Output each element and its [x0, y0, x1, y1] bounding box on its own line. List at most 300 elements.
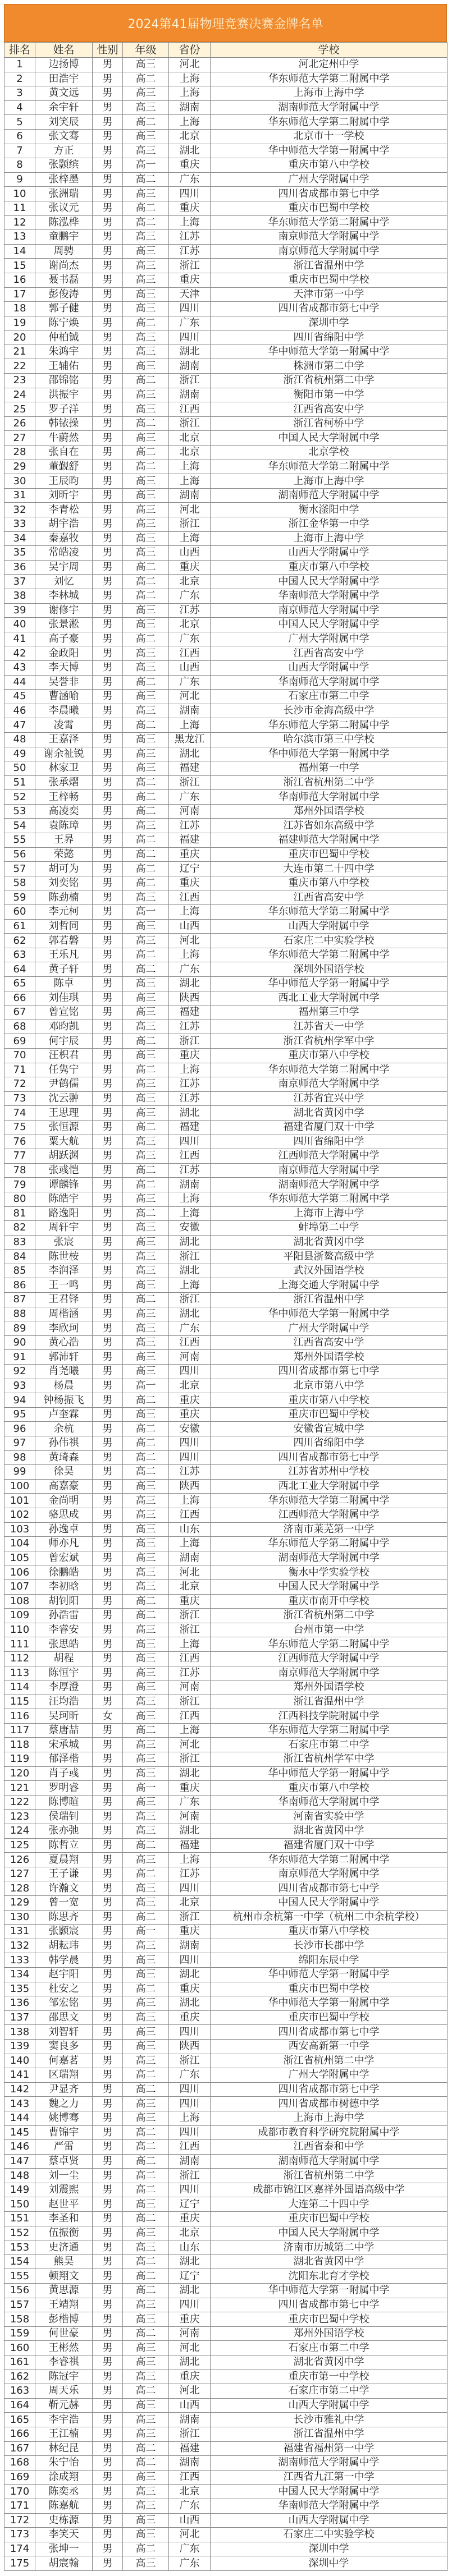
gender-cell: 男 [93, 1508, 123, 1522]
grade-cell: 高二 [123, 1163, 169, 1178]
name-cell: 高子豪 [35, 632, 93, 646]
school-cell: 成都市锦江区嘉祥外国语高级中学 [211, 2183, 448, 2197]
gender-cell: 男 [93, 2212, 123, 2226]
name-cell: 陈冠宇 [35, 2370, 93, 2384]
table-row [4, 1953, 448, 1968]
table-row [4, 2470, 448, 2485]
gender-cell: 男 [93, 1436, 123, 1451]
school-cell: 郑州外国语学校 [211, 1350, 448, 1365]
grade-cell: 高三 [123, 302, 169, 316]
gender-cell: 男 [93, 1982, 123, 1996]
rank-cell: 111 [4, 1637, 35, 1652]
grade-cell: 高三 [123, 86, 169, 101]
grade-cell: 高二 [123, 1910, 169, 1925]
table-row [4, 1091, 448, 1106]
school-cell: 四川省成都市第七中学 [211, 2082, 448, 2097]
province-cell: 湖南 [169, 2456, 211, 2471]
gender-cell: 男 [93, 1522, 123, 1537]
school-cell: 蚌埠第二中学 [211, 1221, 448, 1236]
table-row [4, 1206, 448, 1221]
table-row [4, 1695, 448, 1709]
table-row [4, 1925, 448, 1939]
gender-cell: 男 [93, 1853, 123, 1867]
province-cell: 北京 [169, 446, 211, 460]
table-row [4, 1752, 448, 1767]
table-row [4, 273, 448, 287]
province-cell: 北京 [169, 431, 211, 446]
rank-cell: 18 [4, 302, 35, 316]
province-cell: 北京 [169, 1896, 211, 1911]
province-cell: 黑龙江 [169, 732, 211, 747]
rank-cell: 132 [4, 1939, 35, 1953]
table-row [4, 1422, 448, 1436]
table-row [4, 2456, 448, 2471]
gender-cell: 男 [93, 1393, 123, 1408]
school-cell: 上海交通大学附属中学 [211, 1278, 448, 1293]
rank-cell: 76 [4, 1135, 35, 1149]
school-cell: 重庆市巴蜀中学校 [211, 2212, 448, 2226]
table-row [4, 704, 448, 718]
table-row [4, 589, 448, 603]
grade-cell: 高三 [123, 977, 169, 991]
grade-cell: 高三 [123, 819, 169, 833]
name-cell: 顿翔文 [35, 2269, 93, 2284]
rank-cell: 147 [4, 2154, 35, 2169]
gender-cell: 男 [93, 2169, 123, 2183]
gender-cell: 男 [93, 2068, 123, 2083]
table-row [4, 115, 448, 130]
school-cell: 华中师范大学第一附属中学 [211, 1996, 448, 2011]
name-cell: 谭麟锋 [35, 1178, 93, 1192]
table-row [4, 1264, 448, 1278]
school-cell: 华南师范大学附属中学 [211, 589, 448, 603]
table-row [4, 1609, 448, 1623]
school-cell: 深圳中学 [211, 2556, 448, 2571]
school-cell: 重庆市第八中学校 [211, 158, 448, 173]
grade-cell: 高二 [123, 632, 169, 646]
gender-cell: 男 [93, 2183, 123, 2197]
school-cell: 华东师范大学第二附属中学 [211, 905, 448, 920]
table-row [4, 1149, 448, 1164]
grade-cell: 高三 [123, 1479, 169, 1494]
gender-cell: 男 [93, 1752, 123, 1767]
gender-cell: 男 [93, 1824, 123, 1839]
grade-cell: 高三 [123, 2413, 169, 2427]
gender-cell: 男 [93, 1781, 123, 1796]
gender-cell: 男 [93, 2125, 123, 2140]
table-row [4, 1163, 448, 1178]
province-cell: 河北 [169, 934, 211, 948]
header-name: 姓名 [35, 43, 93, 58]
province-cell: 重庆 [169, 2312, 211, 2327]
gender-cell: 男 [93, 1838, 123, 1853]
province-cell: 江苏 [169, 1020, 211, 1034]
gender-cell: 男 [93, 2456, 123, 2471]
school-cell: 浙江省杭州第二中学 [211, 2054, 448, 2068]
name-cell: 余宇轩 [35, 100, 93, 115]
table-row [4, 1680, 448, 1695]
name-cell: 曾一宽 [35, 1896, 93, 1911]
rank-cell: 61 [4, 919, 35, 934]
province-cell: 上海 [169, 460, 211, 474]
school-cell: 湖南师范大学附属中学 [211, 488, 448, 503]
rank-cell: 35 [4, 546, 35, 561]
name-cell: 王辰昀 [35, 474, 93, 489]
gender-cell: 男 [93, 546, 123, 561]
school-cell: 重庆市巴蜀中学校 [211, 847, 448, 862]
school-cell: 中国人民大学附属中学 [211, 431, 448, 446]
gender-cell: 男 [93, 2054, 123, 2068]
name-cell: 周轩宇 [35, 1221, 93, 1236]
province-cell: 上海 [169, 1494, 211, 1508]
province-cell: 福建 [169, 1005, 211, 1020]
grade-cell: 高二 [123, 72, 169, 86]
gender-cell: 男 [93, 72, 123, 86]
gender-cell: 男 [93, 144, 123, 158]
province-cell: 广东 [169, 2499, 211, 2513]
table-row [4, 1537, 448, 1551]
gender-cell: 男 [93, 690, 123, 704]
province-cell: 江苏 [169, 603, 211, 618]
table-row [4, 1178, 448, 1192]
province-cell: 重庆 [169, 2010, 211, 2025]
school-cell: 四川省绵阳中学 [211, 1135, 448, 1149]
rank-cell: 25 [4, 402, 35, 417]
gender-cell: 男 [93, 1206, 123, 1221]
province-cell: 四川 [169, 1135, 211, 1149]
grade-cell: 高三 [123, 273, 169, 287]
rank-cell: 153 [4, 2240, 35, 2255]
gender-cell: 男 [93, 359, 123, 374]
province-cell: 浙江 [169, 416, 211, 431]
province-cell: 江西 [169, 2470, 211, 2485]
province-cell: 湖北 [169, 977, 211, 991]
grade-cell: 高三 [123, 2054, 169, 2068]
rank-cell: 127 [4, 1867, 35, 1881]
name-cell: 窦良多 [35, 2039, 93, 2054]
grade-cell: 高三 [123, 934, 169, 948]
grade-cell: 高二 [123, 2441, 169, 2456]
table-row [4, 1838, 448, 1853]
rank-cell: 72 [4, 1077, 35, 1092]
table-row [4, 2140, 448, 2155]
rank-cell: 13 [4, 230, 35, 245]
province-cell: 湖南 [169, 1551, 211, 1565]
name-cell: 李青松 [35, 503, 93, 517]
province-cell: 福建 [169, 833, 211, 848]
rank-cell: 164 [4, 2398, 35, 2413]
grade-cell: 高二 [123, 2154, 169, 2169]
gender-cell: 男 [93, 1365, 123, 1379]
table-row [4, 1594, 448, 1609]
gender-cell: 男 [93, 1048, 123, 1063]
grade-cell: 高三 [123, 1235, 169, 1250]
name-cell: 牛蔚然 [35, 431, 93, 446]
school-cell: 湖北省黄冈中学 [211, 1235, 448, 1250]
table-row [4, 1810, 448, 1824]
grade-cell: 高三 [123, 991, 169, 1005]
grade-cell: 高三 [123, 1407, 169, 1422]
province-cell: 河南 [169, 1810, 211, 1824]
gender-cell: 男 [93, 2499, 123, 2513]
name-cell: 刘忆 [35, 575, 93, 589]
school-cell: 衡水中学实验学校 [211, 1565, 448, 1580]
rank-cell: 62 [4, 934, 35, 948]
province-cell: 广东 [169, 962, 211, 977]
school-cell: 上海市上海中学 [211, 531, 448, 546]
rank-cell: 8 [4, 158, 35, 173]
rank-cell: 149 [4, 2183, 35, 2197]
rank-cell: 117 [4, 1723, 35, 1738]
gender-cell: 男 [93, 948, 123, 962]
name-cell: 侯瑞钊 [35, 1810, 93, 1824]
gender-cell: 男 [93, 1077, 123, 1092]
grade-cell: 高三 [123, 1709, 169, 1724]
grade-cell: 高二 [123, 316, 169, 330]
school-cell: 华中师范大学第一附属中学 [211, 977, 448, 991]
gender-cell: 男 [93, 1422, 123, 1436]
rank-cell: 150 [4, 2197, 35, 2212]
name-cell: 刘笑辰 [35, 115, 93, 130]
rank-cell: 141 [4, 2068, 35, 2083]
name-cell: 金尚明 [35, 1494, 93, 1508]
province-cell: 四川 [169, 2125, 211, 2140]
grade-cell: 高三 [123, 402, 169, 417]
province-cell: 辽宁 [169, 862, 211, 876]
rank-cell: 45 [4, 690, 35, 704]
name-cell: 韩学晨 [35, 1953, 93, 1968]
name-cell: 王君铎 [35, 1293, 93, 1307]
gender-cell: 男 [93, 962, 123, 977]
rank-cell: 77 [4, 1149, 35, 1164]
table-row [4, 2226, 448, 2240]
rank-cell: 163 [4, 2384, 35, 2399]
gender-cell: 男 [93, 2097, 123, 2111]
name-cell: 荣懿 [35, 847, 93, 862]
name-cell: 邓昀凯 [35, 1020, 93, 1034]
grade-cell: 高三 [123, 488, 169, 503]
name-cell: 田浩宇 [35, 72, 93, 86]
school-cell: 四川省绵阳中学 [211, 330, 448, 345]
name-cell: 陈恒宇 [35, 1666, 93, 1680]
school-cell: 南京师范大学附属中学 [211, 230, 448, 245]
school-cell: 广州大学附属中学 [211, 1321, 448, 1336]
province-cell: 重庆 [169, 158, 211, 173]
grade-cell: 高二 [123, 790, 169, 805]
province-cell: 四川 [169, 302, 211, 316]
grade-cell: 高三 [123, 2039, 169, 2054]
grade-cell: 高三 [123, 890, 169, 905]
grade-cell: 高二 [123, 1465, 169, 1480]
table-row [4, 2025, 448, 2040]
table-row [4, 1307, 448, 1321]
table-row [4, 2197, 448, 2212]
gender-cell: 男 [93, 847, 123, 862]
province-cell: 安徽 [169, 1422, 211, 1436]
province-cell: 浙江 [169, 1910, 211, 1925]
name-cell: 童鹏宇 [35, 230, 93, 245]
name-cell: 李晨曦 [35, 704, 93, 718]
grade-cell: 高三 [123, 1824, 169, 1839]
province-cell: 四川 [169, 1881, 211, 1896]
table-row [4, 1048, 448, 1063]
school-cell: 福建省福州第一中学 [211, 2441, 448, 2456]
table-row [4, 1666, 448, 1680]
grade-cell: 高二 [123, 847, 169, 862]
rank-cell: 152 [4, 2226, 35, 2240]
grade-cell: 高三 [123, 2111, 169, 2125]
grade-cell: 高三 [123, 431, 169, 446]
table-row [4, 2240, 448, 2255]
table-row [4, 230, 448, 245]
grade-cell: 高三 [123, 704, 169, 718]
school-cell: 江西科技学院附属中学 [211, 1709, 448, 1724]
school-cell: 江西省高安中学 [211, 402, 448, 417]
rank-cell: 126 [4, 1853, 35, 1867]
name-cell: 孙伟祺 [35, 1436, 93, 1451]
name-cell: 胡耘玮 [35, 1939, 93, 1953]
school-cell: 重庆市第八中学校 [211, 876, 448, 890]
school-cell: 广州大学附属中学 [211, 2068, 448, 2083]
grade-cell: 高三 [123, 2528, 169, 2542]
gender-cell: 男 [93, 1910, 123, 1925]
name-cell: 李笑天 [35, 2528, 93, 2542]
rank-cell: 104 [4, 1537, 35, 1551]
grade-cell: 高三 [123, 1020, 169, 1034]
name-cell: 秦嘉牧 [35, 531, 93, 546]
school-cell: 华东师范大学第二附属中学 [211, 115, 448, 130]
school-cell: 浙江省杭州第二中学 [211, 775, 448, 790]
grade-cell: 高三 [123, 359, 169, 374]
name-cell: 王嘉泽 [35, 732, 93, 747]
gender-cell: 男 [93, 1565, 123, 1580]
name-cell: 赵世平 [35, 2197, 93, 2212]
table-row [4, 1565, 448, 1580]
name-cell: 胡钊阳 [35, 1594, 93, 1609]
grade-cell: 高三 [123, 58, 169, 72]
province-cell: 湖北 [169, 747, 211, 761]
table-row [4, 172, 448, 187]
rank-cell: 172 [4, 2513, 35, 2528]
school-cell: 衡水滏阳中学 [211, 503, 448, 517]
rank-cell: 114 [4, 1680, 35, 1695]
province-cell: 北京 [169, 2226, 211, 2240]
province-cell: 江苏 [169, 1163, 211, 1178]
rank-cell: 78 [4, 1163, 35, 1178]
province-cell: 上海 [169, 1278, 211, 1293]
name-cell: 黄文远 [35, 86, 93, 101]
gender-cell: 男 [93, 2025, 123, 2040]
province-cell: 广东 [169, 2068, 211, 2083]
rank-cell: 3 [4, 86, 35, 101]
rank-cell: 2 [4, 72, 35, 86]
province-cell: 上海 [169, 1206, 211, 1221]
name-cell: 张彧恺 [35, 1163, 93, 1178]
grade-cell: 高三 [123, 1996, 169, 2011]
table-row [4, 72, 448, 86]
grade-cell: 高二 [123, 446, 169, 460]
grade-cell: 高三 [123, 732, 169, 747]
name-cell: 李宇浩 [35, 2413, 93, 2427]
school-cell: 江西省泰和中学 [211, 2140, 448, 2155]
province-cell: 江苏 [169, 1867, 211, 1881]
table-row [4, 2384, 448, 2399]
grade-cell: 高三 [123, 1810, 169, 1824]
rank-cell: 108 [4, 1594, 35, 1609]
table-row [4, 2111, 448, 2125]
name-cell: 胡宇浩 [35, 517, 93, 532]
school-cell: 上海市上海中学 [211, 1206, 448, 1221]
school-cell: 哈尔滨市第三中学校 [211, 732, 448, 747]
province-cell: 浙江 [169, 1623, 211, 1637]
province-cell: 上海 [169, 1853, 211, 1867]
grade-cell: 高三 [123, 1939, 169, 1953]
name-cell: 仲柏铖 [35, 330, 93, 345]
province-cell: 福建 [169, 2441, 211, 2456]
rank-cell: 82 [4, 1221, 35, 1236]
rank-cell: 143 [4, 2097, 35, 2111]
school-cell: 江西省九江第一中学 [211, 2470, 448, 2485]
name-cell: 王乐凡 [35, 948, 93, 962]
rank-cell: 24 [4, 388, 35, 402]
grade-cell: 高二 [123, 115, 169, 130]
gender-cell: 男 [93, 2226, 123, 2240]
rank-cell: 57 [4, 862, 35, 876]
gender-cell: 男 [93, 2370, 123, 2384]
province-cell: 河南 [169, 804, 211, 819]
rank-cell: 69 [4, 1034, 35, 1049]
rank-cell: 133 [4, 1953, 35, 1968]
rank-cell: 151 [4, 2212, 35, 2226]
school-cell: 华东师范大学第二附属中学 [211, 72, 448, 86]
name-cell: 王江楠 [35, 2427, 93, 2441]
province-cell: 湖北 [169, 144, 211, 158]
gender-cell: 男 [93, 618, 123, 632]
province-cell: 江西 [169, 1335, 211, 1350]
gender-cell: 男 [93, 1795, 123, 1810]
school-cell: 四川省成都市第七中学 [211, 1450, 448, 1465]
grade-cell: 高二 [123, 2456, 169, 2471]
province-cell: 浙江 [169, 1609, 211, 1623]
rank-cell: 84 [4, 1250, 35, 1264]
table-row [4, 58, 448, 72]
name-cell: 胡可为 [35, 862, 93, 876]
grade-cell: 高三 [123, 1680, 169, 1695]
table-row [4, 603, 448, 618]
gender-cell: 男 [93, 2298, 123, 2312]
table-row [4, 847, 448, 862]
table-row [4, 2054, 448, 2068]
school-cell: 华东师范大学第二附属中学 [211, 718, 448, 733]
school-cell: 重庆市第八中学校 [211, 1393, 448, 1408]
name-cell: 严雷 [35, 2140, 93, 2155]
province-cell: 上海 [169, 718, 211, 733]
school-cell: 长沙市雅礼中学 [211, 2413, 448, 2427]
name-cell: 刘一尘 [35, 2169, 93, 2183]
rank-cell: 99 [4, 1465, 35, 1480]
rank-cell: 128 [4, 1881, 35, 1896]
table-row [4, 732, 448, 747]
rank-cell: 103 [4, 1522, 35, 1537]
school-cell: 福建省厦门双十中学 [211, 1838, 448, 1853]
rank-cell: 136 [4, 1996, 35, 2011]
rank-cell: 124 [4, 1824, 35, 1839]
gender-cell: 男 [93, 2528, 123, 2542]
rank-cell: 43 [4, 660, 35, 675]
province-cell: 浙江 [169, 259, 211, 273]
table-row [4, 1407, 448, 1422]
grade-cell: 高三 [123, 1551, 169, 1565]
